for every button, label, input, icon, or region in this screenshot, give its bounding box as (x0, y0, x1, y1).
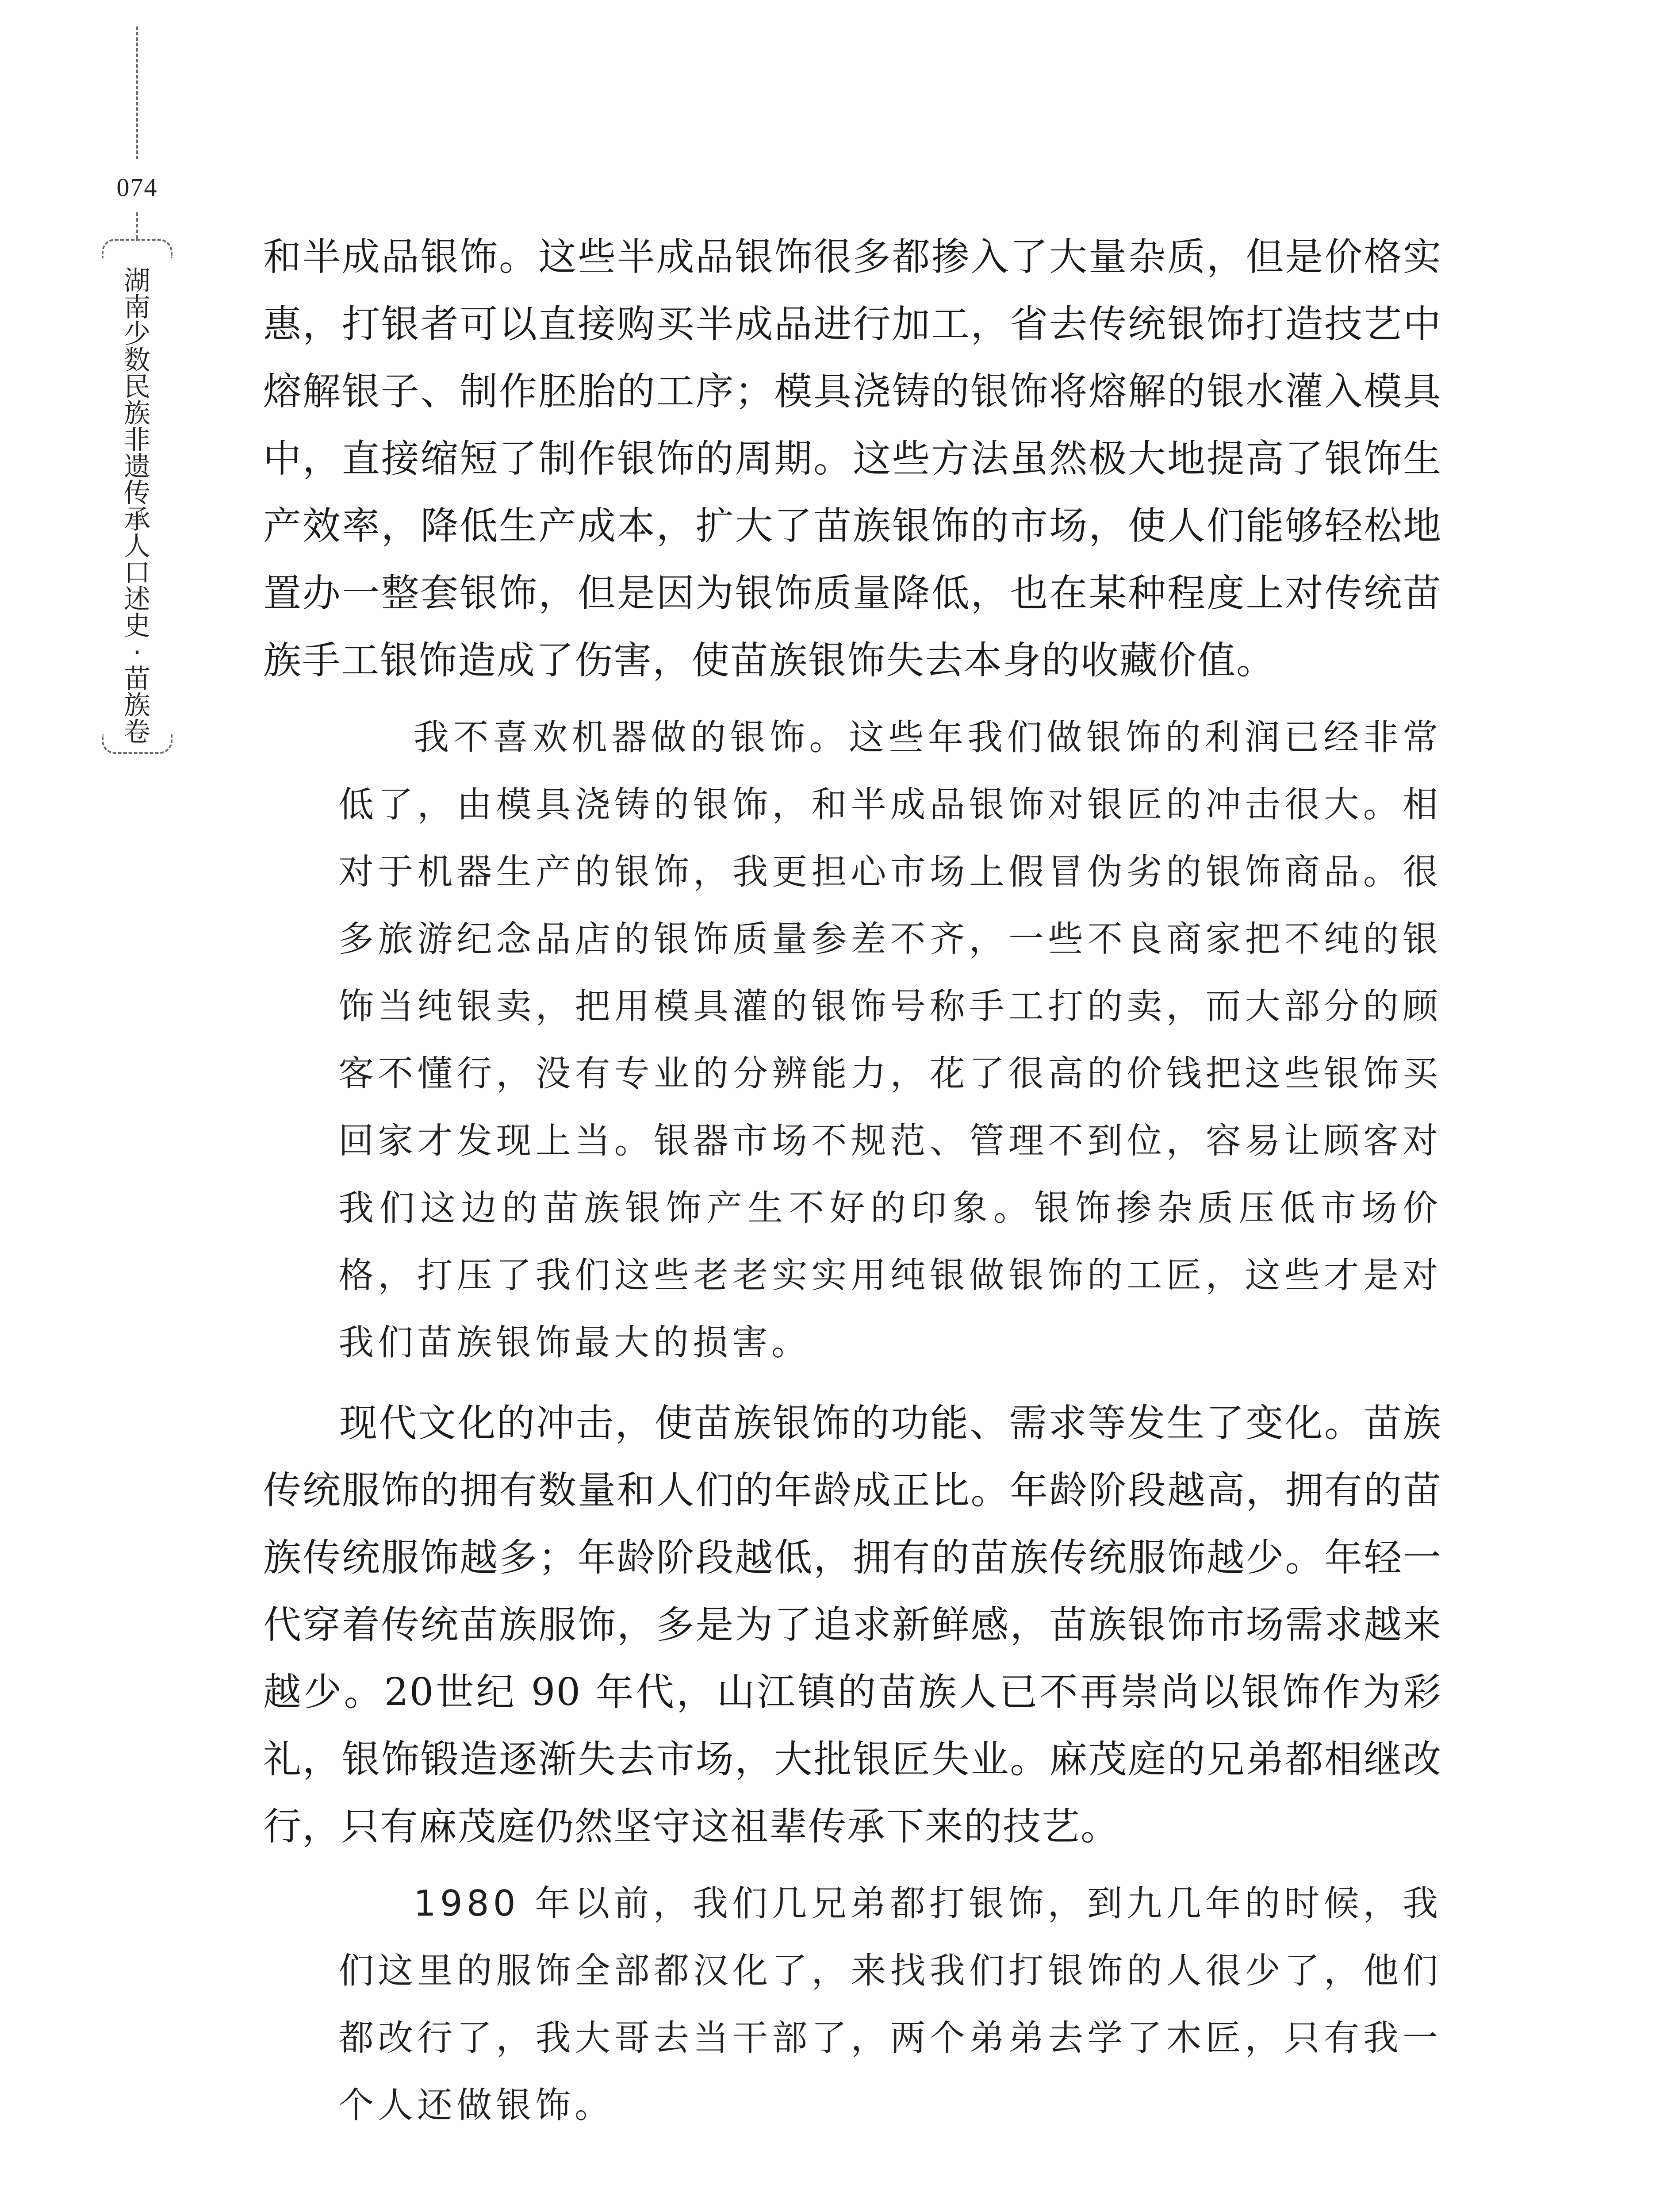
interview-quote-1: 我不喜欢机器做的银饰。这些年我们做银饰的利润已经非常低了，由模具浇铸的银饰，和半成品银饰对银匠的冲击很大。相对于机器生产的银饰，我更担心市场上假冒伪劣的银饰商品。很多旅游纪念品店的银饰质量参差不齐，一些不良商家把不纯的银饰当纯银卖，把用模具灌的银饰号称手工打的卖，而大部分的顾客不懂行，没有专业的分辨能力，花了很高的价钱把这些银饰买回家才发现上当。银器市场不规范、管理不到位，容易让顾客对我们这边的苗族银饰产生不好的印象。银饰掺杂质压低市场价格，打压了我们这些老老实实用纯银做银饰的工匠，这些才是对我们苗族银饰最大的损害。 (338, 717, 1442, 1363)
interview-quote-2: 1980 年以前，我们几兄弟都打银饰，到九几年的时候，我们这里的服饰全部都汉化了，来找我们打银饰的人很少了，他们都改行了，我大哥去当干部了，两个弟弟去学了木匠，只有我一个人还做银饰。 (338, 1883, 1442, 2126)
series-title (93, 265, 181, 748)
title-bracket-bottom (102, 734, 172, 754)
header-divider-middle (136, 212, 138, 239)
body-paragraph-1: 和半成品银饰。这些半成品银饰很多都掺入了大量杂质，但是价格实惠，打银者可以直接购买半成品进行加工，省去传统银饰打造技艺中熔解银子、制作胚胎的工序；模具浇铸的银饰将熔解的银水灌入模具中，直接缩短了制作银饰的周期。这些方法虽然极大地提高了银饰生产效率，降低生产成本，扩大了苗族银饰的市场，使人们能够轻松地置办一整套银饰，但是因为银饰质量降低，也在某种程度上对传统苗族手工银饰造成了伤害，使苗族银饰失去本身的收藏价值。 (263, 235, 1442, 683)
page-number: 074 (116, 173, 158, 202)
body-paragraph-2: 现代文化的冲击，使苗族银饰的功能、需求等发生了变化。苗族传统服饰的拥有数量和人们的年龄成正比。年龄阶段越高，拥有的苗族传统服饰越多；年龄阶段越低，拥有的苗族传统服饰越少。年轻一代穿着传统苗族服饰，多是为了追求新鲜感，苗族银饰市场需求越来越少。20世纪 90 年代，山江镇的苗族人已不再崇尚以银饰作为彩礼，银饰锻造逐渐失去市场，大批银匠失业。麻茂庭的兄弟都相继改行，只有麻茂庭仍然坚守这祖辈传承下来的技艺。 (263, 1401, 1442, 1849)
header-divider-top (136, 27, 138, 159)
main-text (263, 223, 1442, 2139)
series-title-text: 湖南少数民族非遗传承人口述史·苗族卷 (124, 265, 150, 748)
running-header (93, 27, 181, 752)
title-bracket-top (102, 239, 172, 258)
